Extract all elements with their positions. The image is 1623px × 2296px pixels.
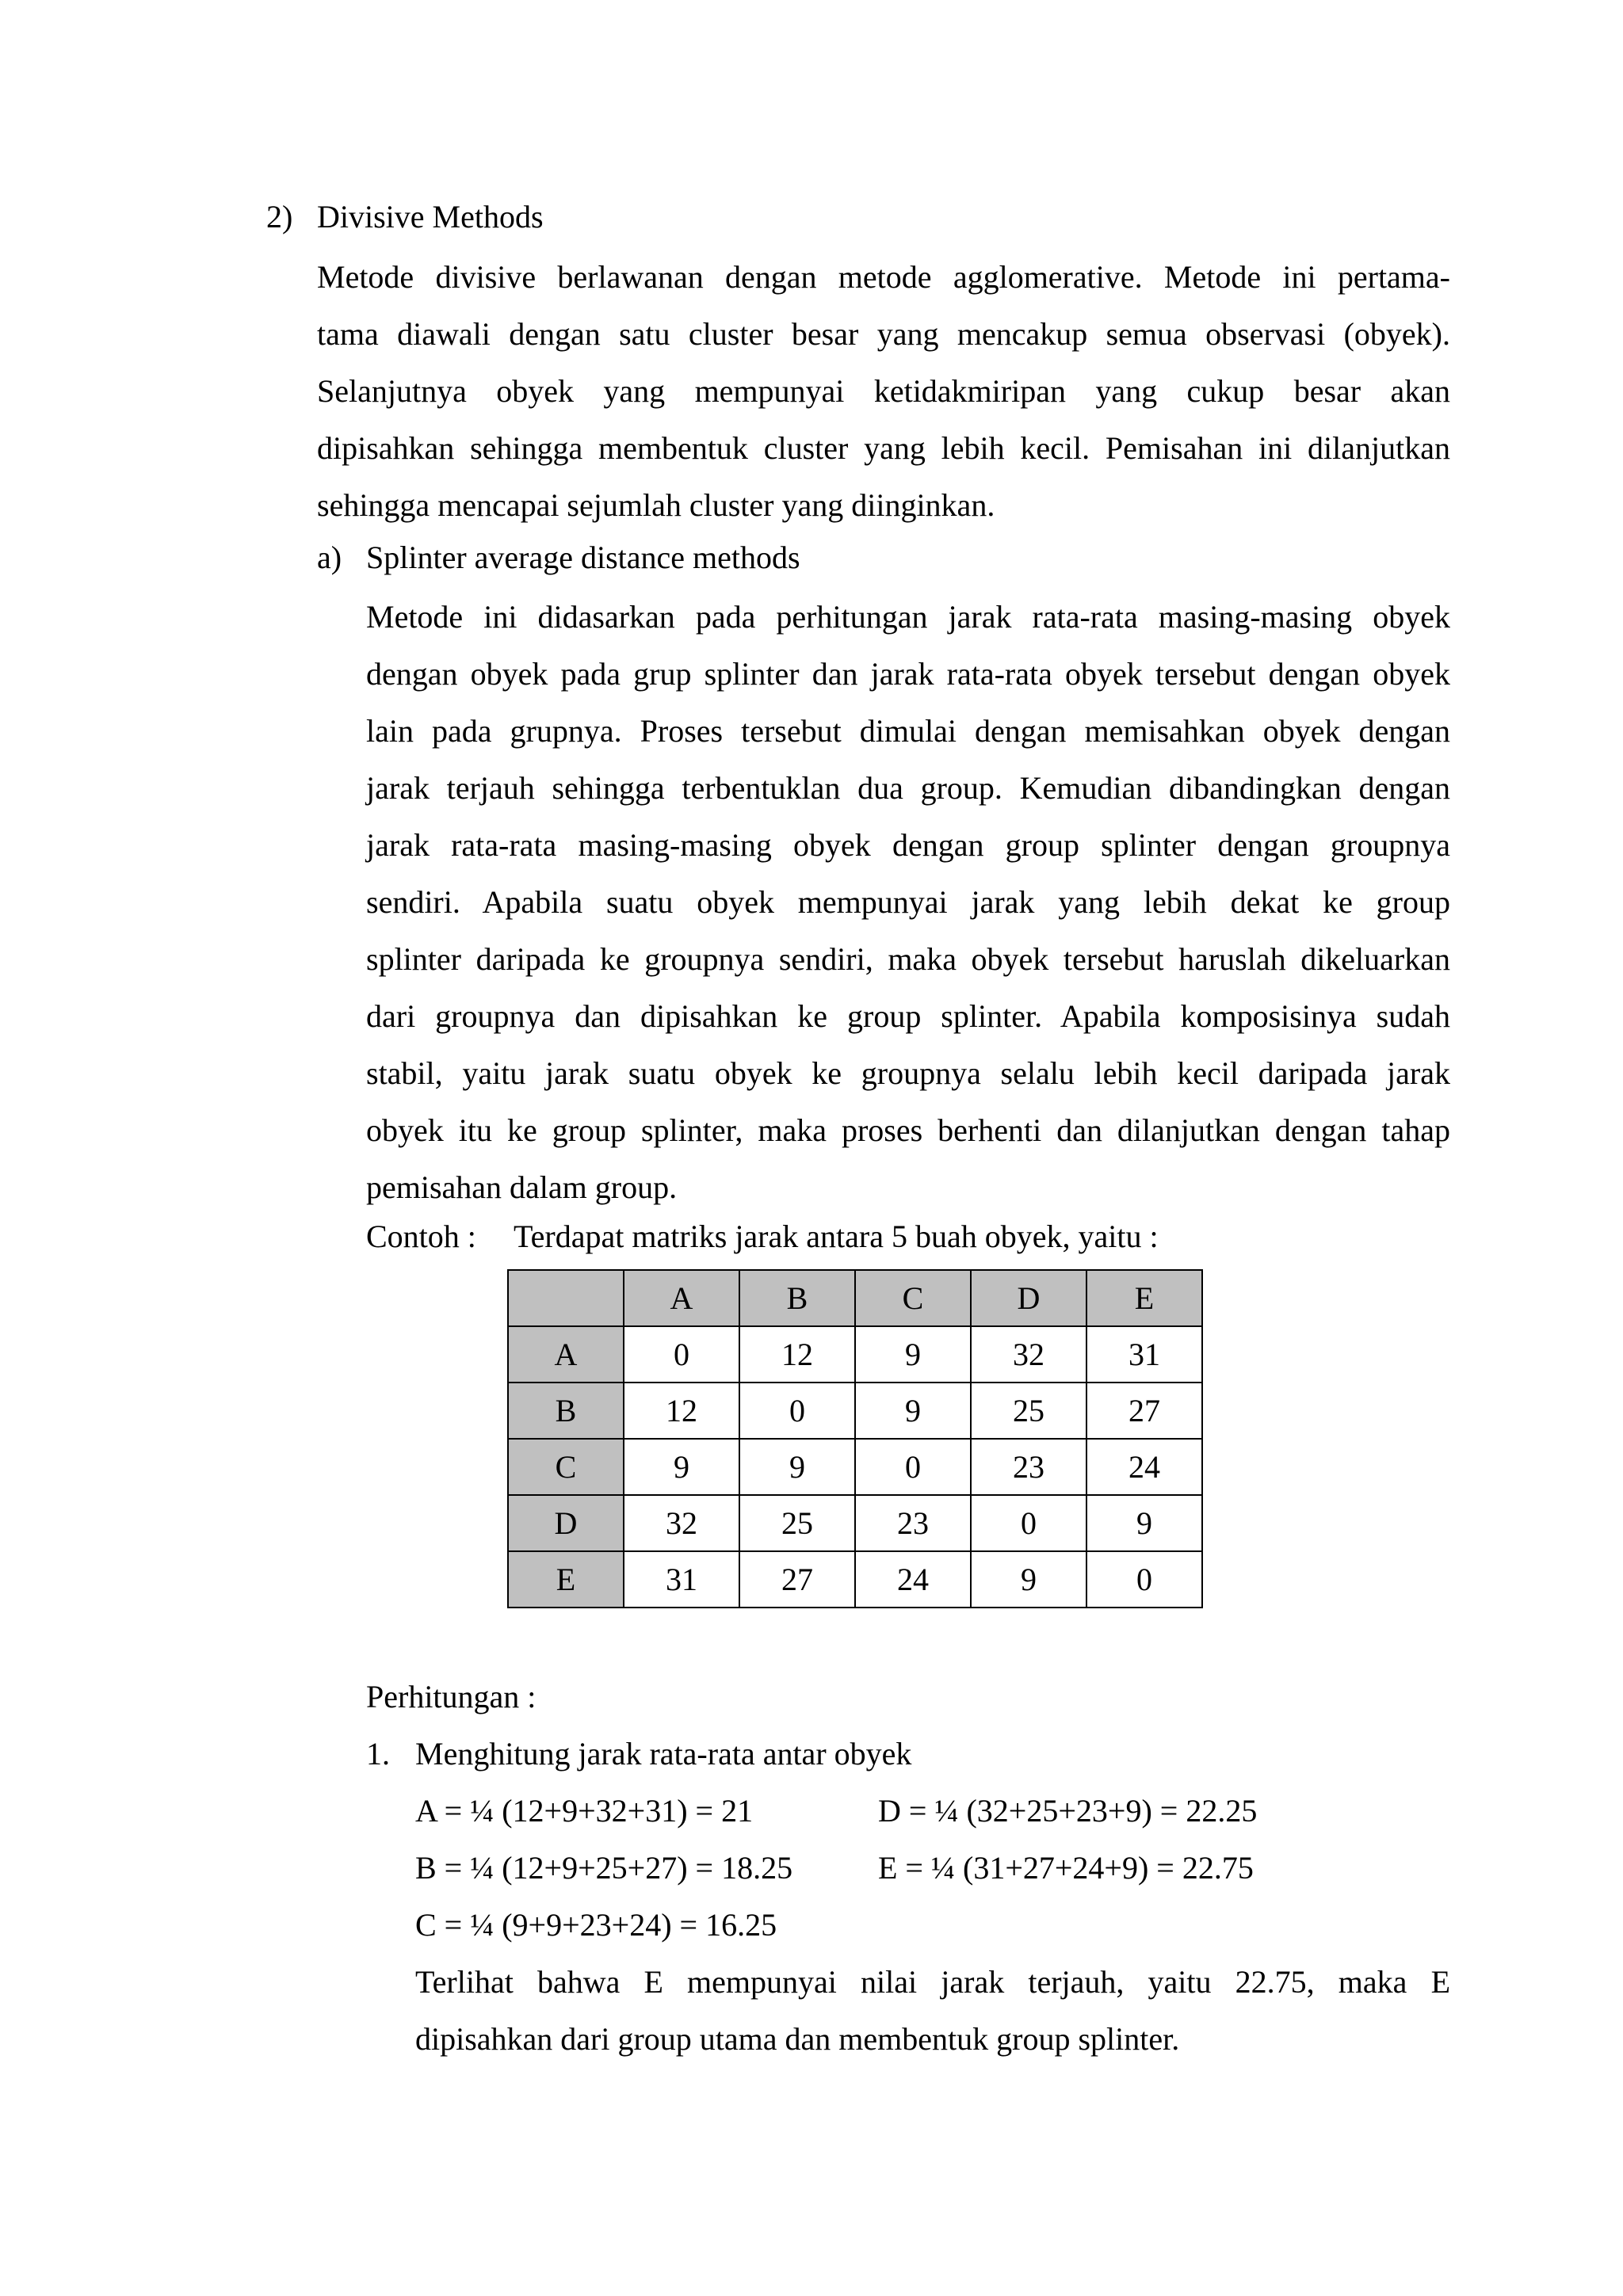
column-header: C — [855, 1270, 971, 1326]
step-number: 1. — [366, 1736, 390, 1772]
body-line: sendiri. Apabila suatu obyek mempunyai jarak yang lebih dekat ke group — [366, 884, 1450, 920]
body-line: obyek itu ke group splinter, maka proses berhenti dan dilanjutkan dengan tahap — [366, 1112, 1450, 1148]
section-title: Divisive Methods — [317, 199, 544, 235]
intro-line: dipisahkan sehingga membentuk cluster yang lebih kecil. Pemisahan ini dilanjutkan — [317, 430, 1450, 466]
table-row — [508, 1326, 1202, 1383]
row-header: D — [508, 1495, 624, 1551]
example-text: Terdapat matriks jarak antara 5 buah obyek, yaitu : — [514, 1219, 1159, 1254]
subsection-paragraph — [366, 589, 1450, 1216]
table-corner-cell — [508, 1270, 624, 1326]
subsection-title: Splinter average distance methods — [366, 540, 800, 575]
intro-line: Metode divisive berlawanan dengan metode agglomerative. Metode ini pertama- — [317, 259, 1450, 295]
intro-line: tama diawali dengan satu cluster besar yang mencakup semua observasi (obyek). — [317, 316, 1450, 352]
conclusion-line: dipisahkan dari group utama dan membentuk group splinter. — [415, 2021, 1180, 2057]
body-line: lain pada grupnya. Proses tersebut dimulai dengan memisahkan obyek dengan — [366, 713, 1450, 749]
table-cell: 31 — [624, 1551, 739, 1608]
example-label: Contoh : — [366, 1219, 476, 1254]
row-header: C — [508, 1439, 624, 1495]
table-row — [508, 1495, 1202, 1551]
row-header: E — [508, 1551, 624, 1608]
table-cell: 27 — [1086, 1383, 1202, 1439]
table-cell: 25 — [739, 1495, 855, 1551]
table-cell: 24 — [855, 1551, 971, 1608]
conclusion-paragraph — [415, 1954, 1450, 2068]
body-line: jarak terjauh sehingga terbentuklan dua group. Kemudian dibandingkan dengan — [366, 770, 1450, 806]
table-cell: 27 — [739, 1551, 855, 1608]
formula-E: E = ¼ (31+27+24+9) = 22.75 — [878, 1850, 1254, 1886]
body-line: dari groupnya dan dipisahkan ke group splinter. Apabila komposisinya sudah — [366, 998, 1450, 1034]
table-cell: 0 — [855, 1439, 971, 1495]
body-line: stabil, yaitu jarak suatu obyek ke groupnya selalu lebih kecil daripada jarak — [366, 1055, 1450, 1091]
table-cell: 0 — [1086, 1551, 1202, 1608]
body-line: pemisahan dalam group. — [366, 1169, 678, 1205]
formula-A: A = ¼ (12+9+32+31) = 21 — [415, 1793, 754, 1829]
table-header-row — [508, 1270, 1202, 1326]
table-cell: 31 — [1086, 1326, 1202, 1383]
step-title: Menghitung jarak rata-rata antar obyek — [415, 1736, 912, 1772]
column-header: D — [971, 1270, 1086, 1326]
table-cell: 24 — [1086, 1439, 1202, 1495]
formula-D: D = ¼ (32+25+23+9) = 22.25 — [878, 1793, 1258, 1829]
table-cell: 23 — [855, 1495, 971, 1551]
calculation-heading: Perhitungan : — [366, 1679, 537, 1714]
intro-line: sehingga mencapai sejumlah cluster yang diinginkan. — [317, 487, 995, 523]
row-header: B — [508, 1383, 624, 1439]
table-cell: 9 — [855, 1383, 971, 1439]
table-cell: 32 — [971, 1326, 1086, 1383]
table-row — [508, 1383, 1202, 1439]
body-line: Metode ini didasarkan pada perhitungan jarak rata-rata masing-masing obyek — [366, 599, 1450, 635]
table-cell: 0 — [971, 1495, 1086, 1551]
intro-paragraph — [317, 249, 1450, 534]
table-cell: 23 — [971, 1439, 1086, 1495]
table-cell: 9 — [971, 1551, 1086, 1608]
intro-line: Selanjutnya obyek yang mempunyai ketidakmiripan yang cukup besar akan — [317, 373, 1450, 409]
table-cell: 0 — [739, 1383, 855, 1439]
conclusion-line: Terlihat bahwa E mempunyai nilai jarak terjauh, yaitu 22.75, maka E — [415, 1964, 1450, 2000]
column-header: B — [739, 1270, 855, 1326]
section-number: 2) — [266, 199, 293, 235]
body-line: jarak rata-rata masing-masing obyek dengan group splinter dengan groupnya — [366, 827, 1450, 863]
body-line: dengan obyek pada grup splinter dan jarak rata-rata obyek tersebut dengan obyek — [366, 656, 1450, 692]
table-cell: 9 — [855, 1326, 971, 1383]
column-header: A — [624, 1270, 739, 1326]
column-header: E — [1086, 1270, 1202, 1326]
table-cell: 12 — [624, 1383, 739, 1439]
table-cell: 32 — [624, 1495, 739, 1551]
table-cell: 9 — [624, 1439, 739, 1495]
table-row — [508, 1439, 1202, 1495]
formula-C: C = ¼ (9+9+23+24) = 16.25 — [415, 1907, 777, 1943]
table-cell: 9 — [1086, 1495, 1202, 1551]
table-cell: 9 — [739, 1439, 855, 1495]
formula-B: B = ¼ (12+9+25+27) = 18.25 — [415, 1850, 793, 1886]
table-cell: 0 — [624, 1326, 739, 1383]
subsection-letter: a) — [317, 540, 342, 575]
row-header: A — [508, 1326, 624, 1383]
table-cell: 25 — [971, 1383, 1086, 1439]
table-cell: 12 — [739, 1326, 855, 1383]
body-line: splinter daripada ke groupnya sendiri, maka obyek tersebut haruslah dikeluarkan — [366, 941, 1450, 977]
table-row — [508, 1551, 1202, 1608]
distance-matrix-table — [507, 1269, 1203, 1608]
